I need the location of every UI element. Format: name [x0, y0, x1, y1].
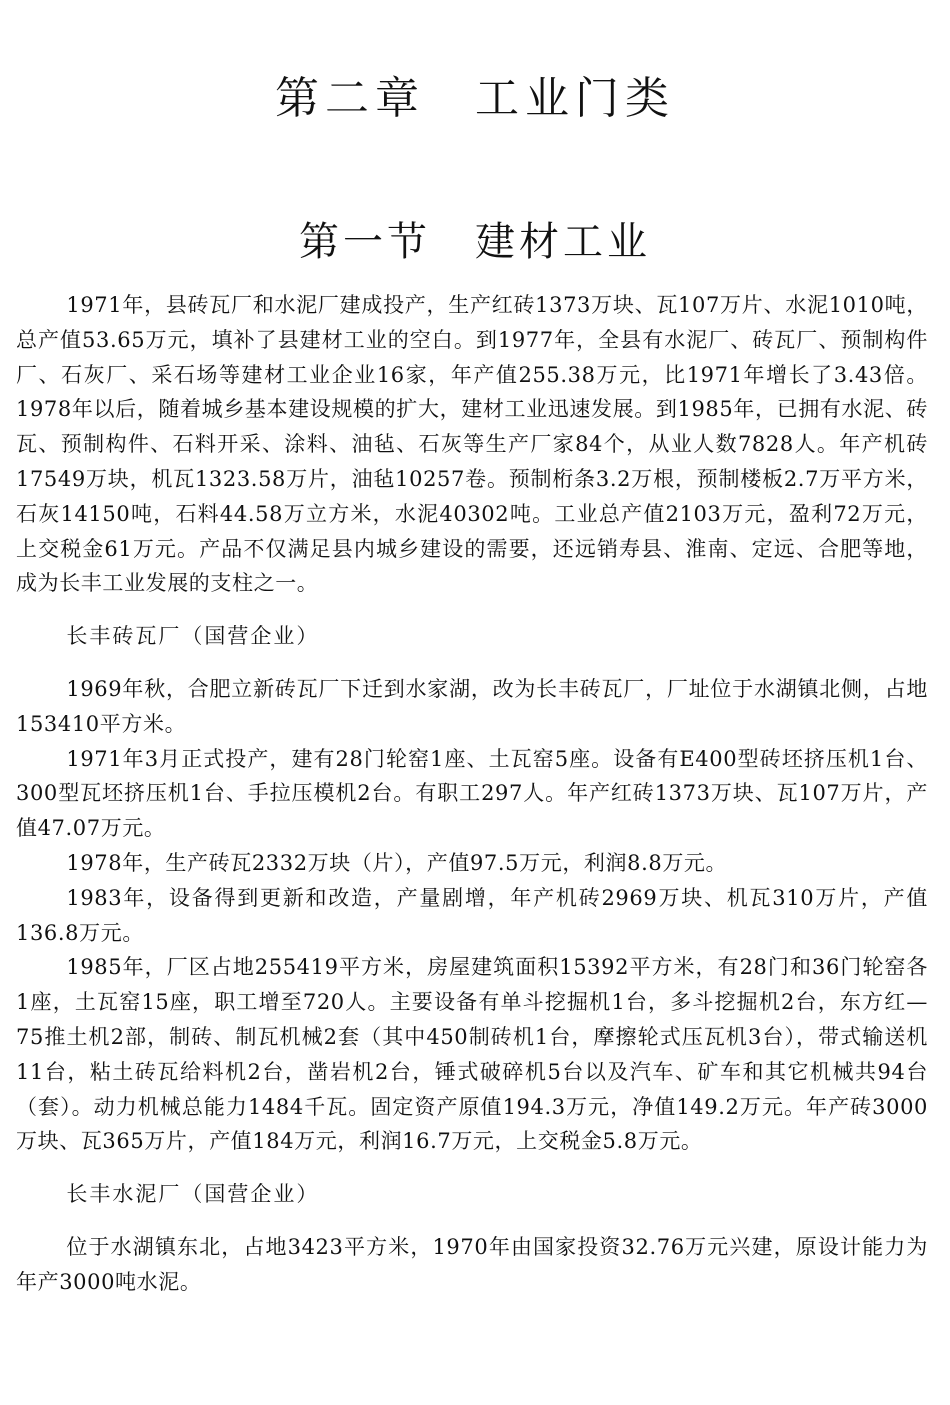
intro-paragraph: 1971年，县砖瓦厂和水泥厂建成投产，生产红砖1373万块、瓦107万片、水泥1010吨，总产值53.65万元，填补了县建材工业的空白。到1977年，全县有水泥厂、砖瓦厂、预制构件厂、石灰厂、采石场等建材工业企业16家，年产值255.38万元，比1971年增长了3.43倍。1978年以后，随着城乡基本建设规模的扩大，建材工业迅速发展。到1985年，已拥有水泥、砖瓦、预制构件、石料开采、涂料、油毡、石灰等生产厂家84个，从业人数7828人。年产机砖17549万块，机瓦1323.58万片，油毡10257卷。预制桁条3.2万根，预制楼板2.7万平方米，石灰14150吨，石料44.58万立方米，水泥40302吨。工业总产值2103万元，盈利72万元，上交税金61万元。产品不仅满足县内城乡建设的需要，还远销寿县、淮南、定远、合肥等地，成为长丰工业发展的支柱之一。	[16, 293, 928, 596]
brick-1978-paragraph: 1978年，生产砖瓦2332万块（片），产值97.5万元，利润8.8万元。	[66, 850, 728, 875]
body-text	[16, 288, 928, 1300]
chapter-title: 第二章 工业门类	[275, 73, 675, 124]
brick-1969-paragraph: 1969年秋，合肥立新砖瓦厂下迁到水家湖，改为长丰砖瓦厂，厂址位于水湖镇北侧，占地153410平方米。	[16, 676, 928, 736]
brick-factory-heading: 长丰砖瓦厂（国营企业）	[66, 624, 320, 649]
section-title: 第一节 建材工业	[299, 219, 651, 265]
cement-factory-heading: 长丰水泥厂（国营企业）	[66, 1182, 320, 1207]
brick-1971-paragraph: 1971年3月正式投产，建有28门轮窑1座、土瓦窑5座。设备有E400型砖坯挤压机1台、300型瓦坯挤压机1台、手拉压模机2台。有职工297人。年产红砖1373万块、瓦107万片，产值47.07万元。	[16, 746, 928, 841]
brick-1983-paragraph: 1983年，设备得到更新和改造，产量剧增，年产机砖2969万块、机瓦310万片，产值136.8万元。	[16, 885, 928, 945]
cement-intro-paragraph: 位于水湖镇东北，占地3423平方米，1970年由国家投资32.76万元兴建，原设计能力为年产3000吨水泥。	[16, 1234, 928, 1294]
brick-1985-paragraph: 1985年，厂区占地255419平方米，房屋建筑面积15392平方米，有28门和36门轮窑各1座，土瓦窑15座，职工增至720人。主要设备有单斗挖掘机1台，多斗挖掘机2台，东方红—75推土机2部，制砖、制瓦机械2套（其中450制砖机1台，摩擦轮式压瓦机3台），带式输送机11台，粘土砖瓦给料机2台，凿岩机2台，锤式破碎机5台以及汽车、矿车和其它机械共94台（套）。动力机械总能力1484千瓦。固定资产原值194.3万元，净值149.2万元。年产砖3000万块、瓦365万片，产值184万元，利润16.7万元，上交税金5.8万元。	[16, 955, 928, 1154]
